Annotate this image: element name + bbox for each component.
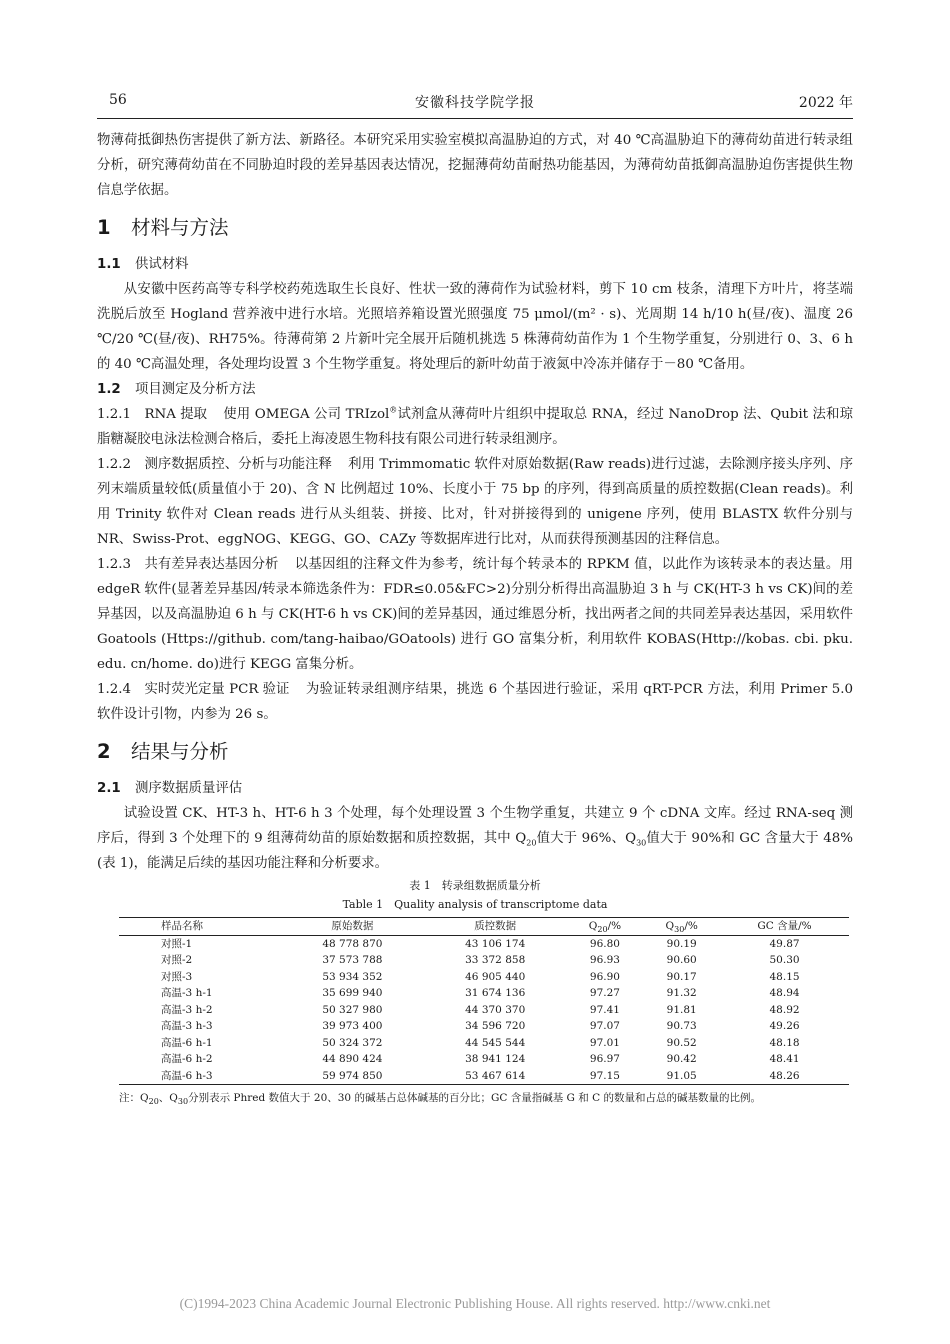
table-cell: 97.41 <box>589 1003 620 1016</box>
page-number: 56 <box>109 92 127 108</box>
subsection-title: 测序数据质量评估 <box>135 781 243 796</box>
table-cell: 91.81 <box>666 1003 697 1016</box>
paragraph-number: 1.2.1 <box>97 407 132 422</box>
paragraph-text: 利用 Trimmomatic 软件对原始数据(Raw reads)进行过滤，去除测序接头序列、序列末端质量较低(质量值小于 20)、含 N 比例超过 10%、长度小于 75 bp 的序列，得到高质量的质控数据(Clean reads)。利用 Trinity 软件对 Clean reads 进行从头组装、拼接、比对，针对拼接得到的 unigene 序列，使用 BLASTX 软件分别与 NR、Swiss-Prot、eggNOG、KEGG、GO、CAZy 等数据库进行比对，从而获得预测基因的注释信息。 <box>97 457 853 547</box>
header-raw-data: 原始数据 <box>281 918 424 936</box>
paragraph-1-2-1 <box>97 402 853 452</box>
table-row <box>119 935 849 952</box>
body-content <box>97 128 853 1107</box>
table-cell: 35 699 940 <box>322 987 383 999</box>
table-cell: 44 890 424 <box>322 1053 383 1065</box>
table-cell: 48.15 <box>769 970 800 983</box>
paragraph-1-2-3 <box>97 552 853 677</box>
table-cell: 96.97 <box>589 1053 620 1065</box>
table-cell: 59 974 850 <box>281 1068 424 1085</box>
table-cell: 高温-3 h-2 <box>161 1003 213 1016</box>
subscript: 30 <box>636 838 647 848</box>
table-cell: 44 370 370 <box>465 1003 526 1016</box>
paragraph-number: 1.2.2 <box>97 457 132 472</box>
results-paragraph <box>97 801 853 876</box>
table-cell: 48.92 <box>769 1003 800 1016</box>
table-cell: 49.87 <box>769 937 800 950</box>
table-cell: 48.18 <box>769 1036 800 1049</box>
table-cell: 53 934 352 <box>322 970 383 983</box>
table-cell: 46 905 440 <box>465 970 526 983</box>
table-cell: 90.19 <box>666 937 697 950</box>
table-cell: 97.07 <box>589 1020 620 1032</box>
table-cell: 48.26 <box>720 1068 849 1085</box>
subsection-title: 供试材料 <box>135 257 189 272</box>
publication-year: 2022 年 <box>798 95 853 111</box>
subsection-number: 1.2 <box>97 382 121 397</box>
paragraph-1-2-2 <box>97 452 853 552</box>
subsection-number: 1.1 <box>97 257 121 272</box>
table-cell: 高温-3 h-3 <box>161 1020 213 1032</box>
table-row <box>119 952 849 969</box>
paragraph-text: 以基因组的注释文件为参考，统计每个转录本的 RPKM 值，以此作为该转录本的表达量。用 edgeR 软件(显著差异基因/转录本筛选条件为：FDR≤0.05&FC>2)分别分析得出高温胁迫 3 h 与 CK(HT-3 h vs CK)间的差异基因，以及高温胁迫 6 h 与 CK(HT-6 h vs CK)间的差异基因，通过维恩分析，找出两者之间的共同差异表达基因，采用软件 Goatools (Https://github. com/tang-haibao/GOatools) 进行 GO 富集分析，利用软件 KOBAS(Http://kobas. cbi. pku. edu. cn/home. do)进行 KEGG 富集分析。 <box>97 557 853 672</box>
table-note: 注：$Q_{20}$、$Q_{30}$分别表示 Phred 数值大于 20、30 的碱基占总体碱基的百分比；GC 含量指碱基 G 和 C 的数量和占总的碱基数量的比例。 <box>119 1092 761 1107</box>
paragraph-text: 使用 OMEGA 公司 TRIzol <box>223 407 390 422</box>
table-cell: 90.42 <box>666 1053 697 1065</box>
table-caption-cn: 表 1 转录组数据质量分析 <box>409 879 541 892</box>
paragraph-label-text: 测序数据质控、分析与功能注释 <box>144 457 332 472</box>
paragraph-text: 试验设置 CK、HT-3 h、HT-6 h 3 个处理，每个处理设置 3 个生物学重复，共建立 9 个 cDNA 文库。经过 RNA-seq 测序后，得到 3 个处理下的 9 组薄荷幼苗的原始数据和质控数据，其中 Q <box>97 806 853 846</box>
registered-mark: ® <box>389 405 398 415</box>
journal-title: 安徽科技学院学报 <box>415 95 535 111</box>
table-cell: 37 573 788 <box>322 954 383 966</box>
quality-table <box>119 917 849 1085</box>
table-cell: 31 674 136 <box>465 987 526 999</box>
table-cell: 91.32 <box>666 987 697 999</box>
paragraph-number: 1.2.3 <box>97 557 132 572</box>
paragraph-label-text: RNA 提取 <box>144 407 207 422</box>
subsection-1-1-heading <box>97 252 853 277</box>
table-header-row <box>119 918 849 936</box>
table-cell: 90.60 <box>666 954 697 966</box>
table-row <box>119 1035 849 1052</box>
table-cell: 91.05 <box>643 1068 720 1085</box>
section-2-heading <box>97 738 853 766</box>
paragraph-label <box>97 452 332 477</box>
section-1-heading <box>97 214 853 242</box>
header-sample-name: 样品名称 <box>119 918 281 936</box>
table-cell: 96.80 <box>589 937 620 950</box>
table-cell: 高温-6 h-3 <box>119 1068 281 1085</box>
table-cell: 对照-3 <box>161 970 193 983</box>
table-cell: 50 327 980 <box>322 1003 383 1016</box>
paragraph-text: 值大于 96%、Q <box>536 831 637 846</box>
table-cell: 43 106 174 <box>465 937 526 950</box>
header-rule <box>97 118 853 119</box>
table-cell: 34 596 720 <box>465 1020 526 1032</box>
paragraph-text: 试剂盒从薄荷叶片组织中提取总 RNA，经过 NanoDrop 法、Qubit 法和琼脂糖凝胶电泳法检测合格后，委托上海凌恩生物科技有限公司进行转录组测序。 <box>97 407 853 447</box>
table-row <box>119 1068 849 1085</box>
paragraph-text: 值大于 90%和 GC 含量大于 48%(表 1)，能满足后续的基因功能注释和分析要求。 <box>97 831 853 871</box>
paragraph-label-text: 实时荧光定量 PCR 验证 <box>144 682 290 697</box>
header-gc: GC 含量/% <box>720 918 849 936</box>
paragraph-label <box>97 677 289 702</box>
table-cell: 53 467 614 <box>424 1068 567 1085</box>
table-cell: 90.73 <box>666 1020 697 1032</box>
table-cell: 97.15 <box>567 1068 644 1085</box>
header-q30: $Q_{30}/\%$ <box>643 918 720 936</box>
header-clean-data: 质控数据 <box>424 918 567 936</box>
paragraph-number: 1.2.4 <box>97 682 132 697</box>
table-cell: 39 973 400 <box>322 1020 383 1032</box>
table-cell: 49.26 <box>769 1020 800 1032</box>
section-title: 材料与方法 <box>131 216 229 239</box>
table-cell: 50.30 <box>769 954 800 966</box>
table-cell: 对照-1 <box>161 937 193 950</box>
paragraph-label <box>97 552 278 577</box>
table-cell: 97.01 <box>589 1036 620 1049</box>
running-header <box>97 92 853 116</box>
table-row <box>119 1002 849 1019</box>
table-cell: 38 941 124 <box>465 1053 526 1065</box>
table-cell: 高温-3 h-1 <box>161 987 213 999</box>
table-cell: 对照-2 <box>161 954 193 966</box>
paragraph-label <box>97 402 207 427</box>
table-cell: 33 372 858 <box>465 954 526 966</box>
subsection-number: 2.1 <box>97 781 121 796</box>
table-caption-en: Table 1 Quality analysis of transcriptome data <box>342 898 608 911</box>
table-row <box>119 1051 849 1068</box>
table-cell: 90.52 <box>666 1036 697 1049</box>
paragraph-text: 为验证转录组测序结果，挑选 6 个基因进行验证，采用 qRT-PCR 方法，利用 Primer 5.0 软件设计引物，内参为 26 s。 <box>97 682 853 722</box>
table-row <box>119 1018 849 1035</box>
intro-paragraph: 物薄荷抵御热伤害提供了新方法、新路径。本研究采用实验室模拟高温胁迫的方式，对 40 ℃高温胁迫下的薄荷幼苗进行转录组分析，研究薄荷幼苗在不同胁迫时段的差异基因表达情况，挖掘薄荷幼苗耐热功能基因，为薄荷幼苗抵御高温胁迫伤害提供生物信息学依据。 <box>97 133 853 198</box>
subsection-title: 项目测定及分析方法 <box>135 382 256 397</box>
header-q20: $Q_{20}/\%$ <box>567 918 644 936</box>
table-cell: 48.94 <box>769 987 800 999</box>
table-cell: 50 324 372 <box>322 1036 383 1049</box>
table-row <box>119 985 849 1002</box>
table-row <box>119 969 849 986</box>
section-number: 1 <box>97 216 111 239</box>
paragraph-label-text: 共有差异表达基因分析 <box>144 557 279 572</box>
table-cell: 44 545 544 <box>465 1036 526 1049</box>
section-title: 结果与分析 <box>131 740 229 763</box>
table-cell: 48.41 <box>769 1053 800 1065</box>
paragraph-1-2-4 <box>97 677 853 727</box>
copyright-footer: (C)1994-2023 China Academic Journal Electronic Publishing House. All rights reserved. http://www.cnki.net <box>179 1296 771 1311</box>
table-cell: 高温-6 h-2 <box>161 1053 213 1065</box>
table-cell: 97.27 <box>589 987 620 999</box>
section-number: 2 <box>97 740 111 763</box>
subsection-2-1-heading <box>97 776 853 801</box>
table-cell: 96.90 <box>589 970 620 983</box>
materials-paragraph: 从安徽中医药高等专科学校药苑选取生长良好、性状一致的薄荷作为试验材料，剪下 10 cm 枝条，清理下方叶片，将茎端洗脱后放至 Hogland 营养液中进行水培。光照培养箱设置光照强度 75 μmol/(m² · s)、光周期 14 h/10 h(昼/夜)、温度 26 ℃/20 ℃(昼/夜)、RH75%。待薄荷第 2 片新叶完全展开后随机挑选 5 株薄荷幼苗作为 1 个生物学重复，分别进行 0、3、6 h 的 40 ℃高温处理，各处理均设置 3 个生物学重复。将处理后的新叶幼苗于液氮中冷冻并储存于－80 ℃备用。 <box>97 282 853 372</box>
subsection-1-2-heading <box>97 377 853 402</box>
subscript: 20 <box>526 838 537 848</box>
table-cell: 96.93 <box>589 954 620 966</box>
table-cell: 48 778 870 <box>322 937 383 950</box>
table-cell: 90.17 <box>666 970 697 983</box>
table-cell: 高温-6 h-1 <box>161 1036 213 1049</box>
